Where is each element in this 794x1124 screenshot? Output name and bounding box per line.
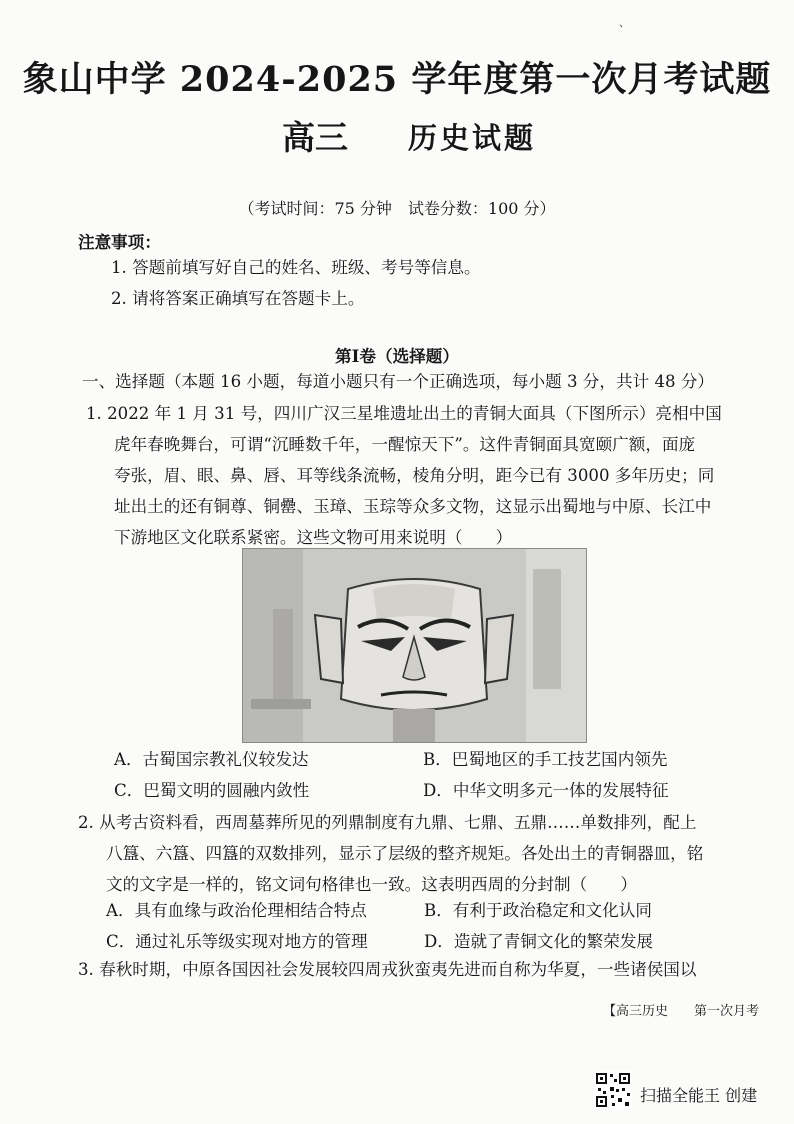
- scanner-watermark: 扫描全能王 创建: [640, 1086, 758, 1105]
- grade-label: 高三: [282, 118, 348, 157]
- exam-title: 象山中学 2024-2025 学年度第一次月考试题: [22, 59, 772, 100]
- question-3-line: 3. 春秋时期，中原各国因社会发展较四周戎狄蛮夷先进而自称为华夏，一些诸侯国以: [78, 960, 697, 979]
- qr-code-icon: [594, 1071, 632, 1109]
- question-1-line: 址出土的还有铜尊、铜罍、玉璋、玉琮等众多文物，这显示出蜀地与中原、长江中: [114, 497, 712, 516]
- notice-item: 2. 请将答案正确填写在答题卡上。: [111, 289, 365, 308]
- option-a: A．古蜀国宗教礼仪较发达: [114, 750, 309, 769]
- option-c: C．通过礼乐等级实现对地方的管理: [106, 932, 368, 951]
- question-1-line: 虎年春晚舞台，可谓“沉睡数千年，一醒惊天下”。这件青铜面具宽颐广额，面庞: [114, 435, 696, 454]
- question-1-line: 1. 2022 年 1 月 31 号，四川广汉三星堆遗址出土的青铜大面具（下图所示）亮相中国: [86, 404, 722, 423]
- subject-label: 历史试题: [408, 121, 537, 155]
- notice-item: 1. 答题前填写好自己的姓名、班级、考号等信息。: [111, 258, 481, 277]
- option-c: C．巴蜀文明的圆融内敛性: [114, 781, 310, 800]
- option-d: D．造就了青铜文化的繁荣发展: [424, 932, 654, 951]
- question-2-line: 2. 从考古资料看，西周墓葬所见的列鼎制度有九鼎、七鼎、五鼎……单数排列，配上: [78, 813, 697, 832]
- option-b: B．巴蜀地区的手工技艺国内领先: [423, 750, 668, 769]
- question-2-line: 文的文字是一样的，铭文词句格律也一致。这表明西周的分封制（ ）: [106, 875, 637, 894]
- question-1-line: 下游地区文化联系紧密。这些文物可用来说明（ ）: [114, 528, 513, 547]
- margin-mark: 、: [619, 16, 630, 29]
- option-b: B．有利于政治稳定和文化认同: [424, 901, 652, 920]
- bronze-mask-illustration: [243, 549, 586, 742]
- question-2-line: 八簋、六簋、四簋的双数排列，显示了层级的整齐规矩。各处出土的青铜器皿，铭: [106, 844, 704, 863]
- bronze-mask-image: [242, 548, 587, 743]
- section-title: 第Ⅰ卷（选择题）: [335, 346, 459, 366]
- notice-title: 注意事项：: [78, 232, 161, 252]
- option-a: A．具有血缘与政治伦理相结合特点: [106, 901, 367, 920]
- section-instruction: 一、选择题（本题 16 小题，每道小题只有一个正确选项，每小题 3 分，共计 48 分）: [82, 372, 715, 391]
- exam-info: （考试时间：75 分钟 试卷分数：100 分）: [238, 199, 556, 218]
- option-d: D．中华文明多元一体的发展特征: [423, 781, 669, 800]
- page-footer: 【高三历史 第一次月考: [603, 1004, 760, 1019]
- question-1-line: 夸张，眉、眼、鼻、唇、耳等线条流畅，棱角分明，距今已有 3000 多年历史；同: [114, 466, 715, 485]
